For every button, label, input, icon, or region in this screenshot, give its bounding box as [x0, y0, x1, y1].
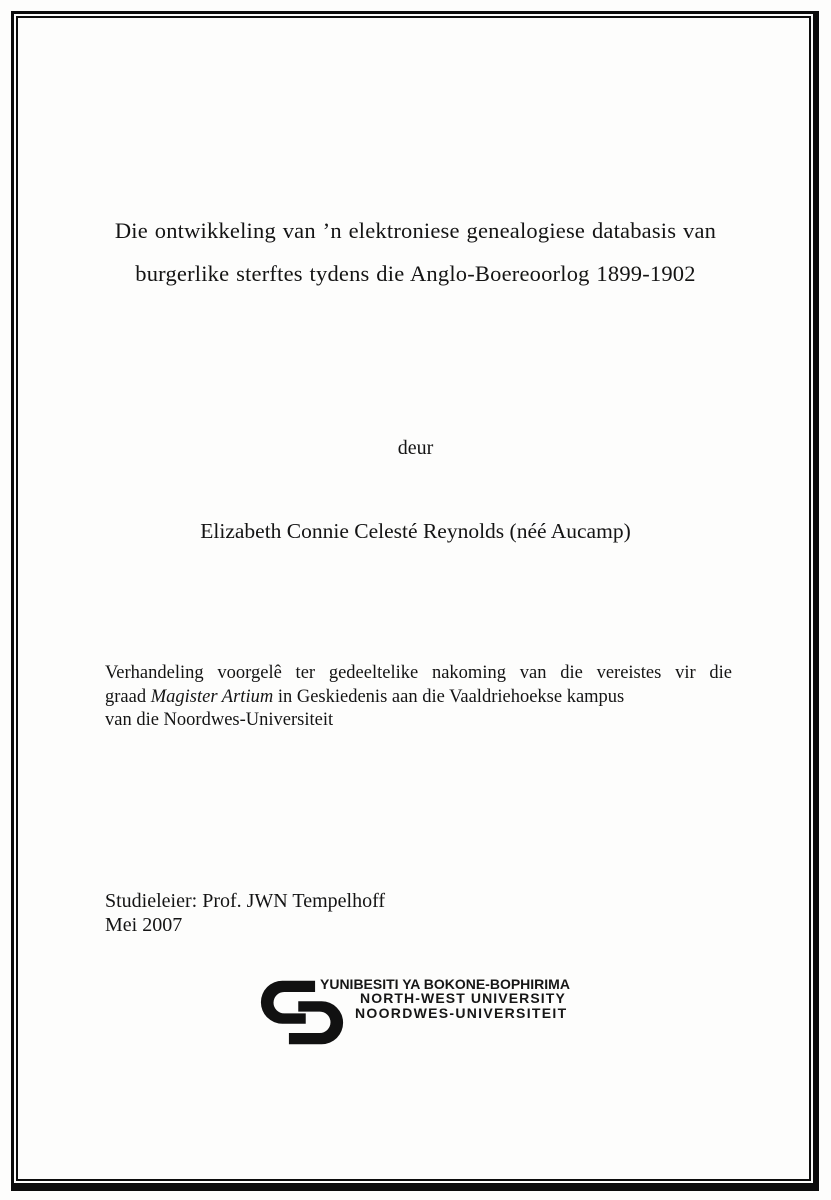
thesis-title	[42, 209, 789, 295]
thesis-title-line2: burgerlike sterftes tydens die Anglo-Boereoorlog 1899-1902	[135, 261, 696, 286]
university-name-setswana: YUNIBESITI YA BOKONE-BOPHIRIMA	[320, 976, 570, 992]
supervisor-line: Studieleier: Prof. JWN Tempelhoff	[105, 890, 386, 912]
degree-statement-line3: van die Noordwes-Universiteit	[105, 710, 334, 731]
author-name: Elizabeth Connie Celesté Reynolds (néé Aucamp)	[200, 519, 631, 543]
degree-statement-line2-suffix: in Geskiedenis aan die Vaaldriehoekse kampus	[273, 686, 625, 707]
supervisor-block	[105, 890, 385, 937]
degree-statement-line1: Verhandeling voorgelê ter gedeeltelike nakoming van die vereistes vir die	[105, 663, 732, 683]
thesis-title-line1: Die ontwikkeling van ’n elektroniese genealogiese databasis van	[114, 218, 717, 243]
university-name-afrikaans: NOORDWES-UNIVERSITEIT	[355, 1004, 568, 1021]
degree-statement-line2	[105, 686, 732, 710]
byline: deur	[397, 437, 434, 459]
university-name-english: NORTH-WEST UNIVERSITY	[360, 990, 566, 1007]
degree-name-italic: Magister Artium	[150, 686, 274, 707]
degree-statement	[105, 662, 732, 733]
date-line: Mei 2007	[105, 913, 183, 936]
university-logo-text	[320, 977, 570, 1020]
degree-statement-line2-prefix: graad	[105, 686, 151, 707]
